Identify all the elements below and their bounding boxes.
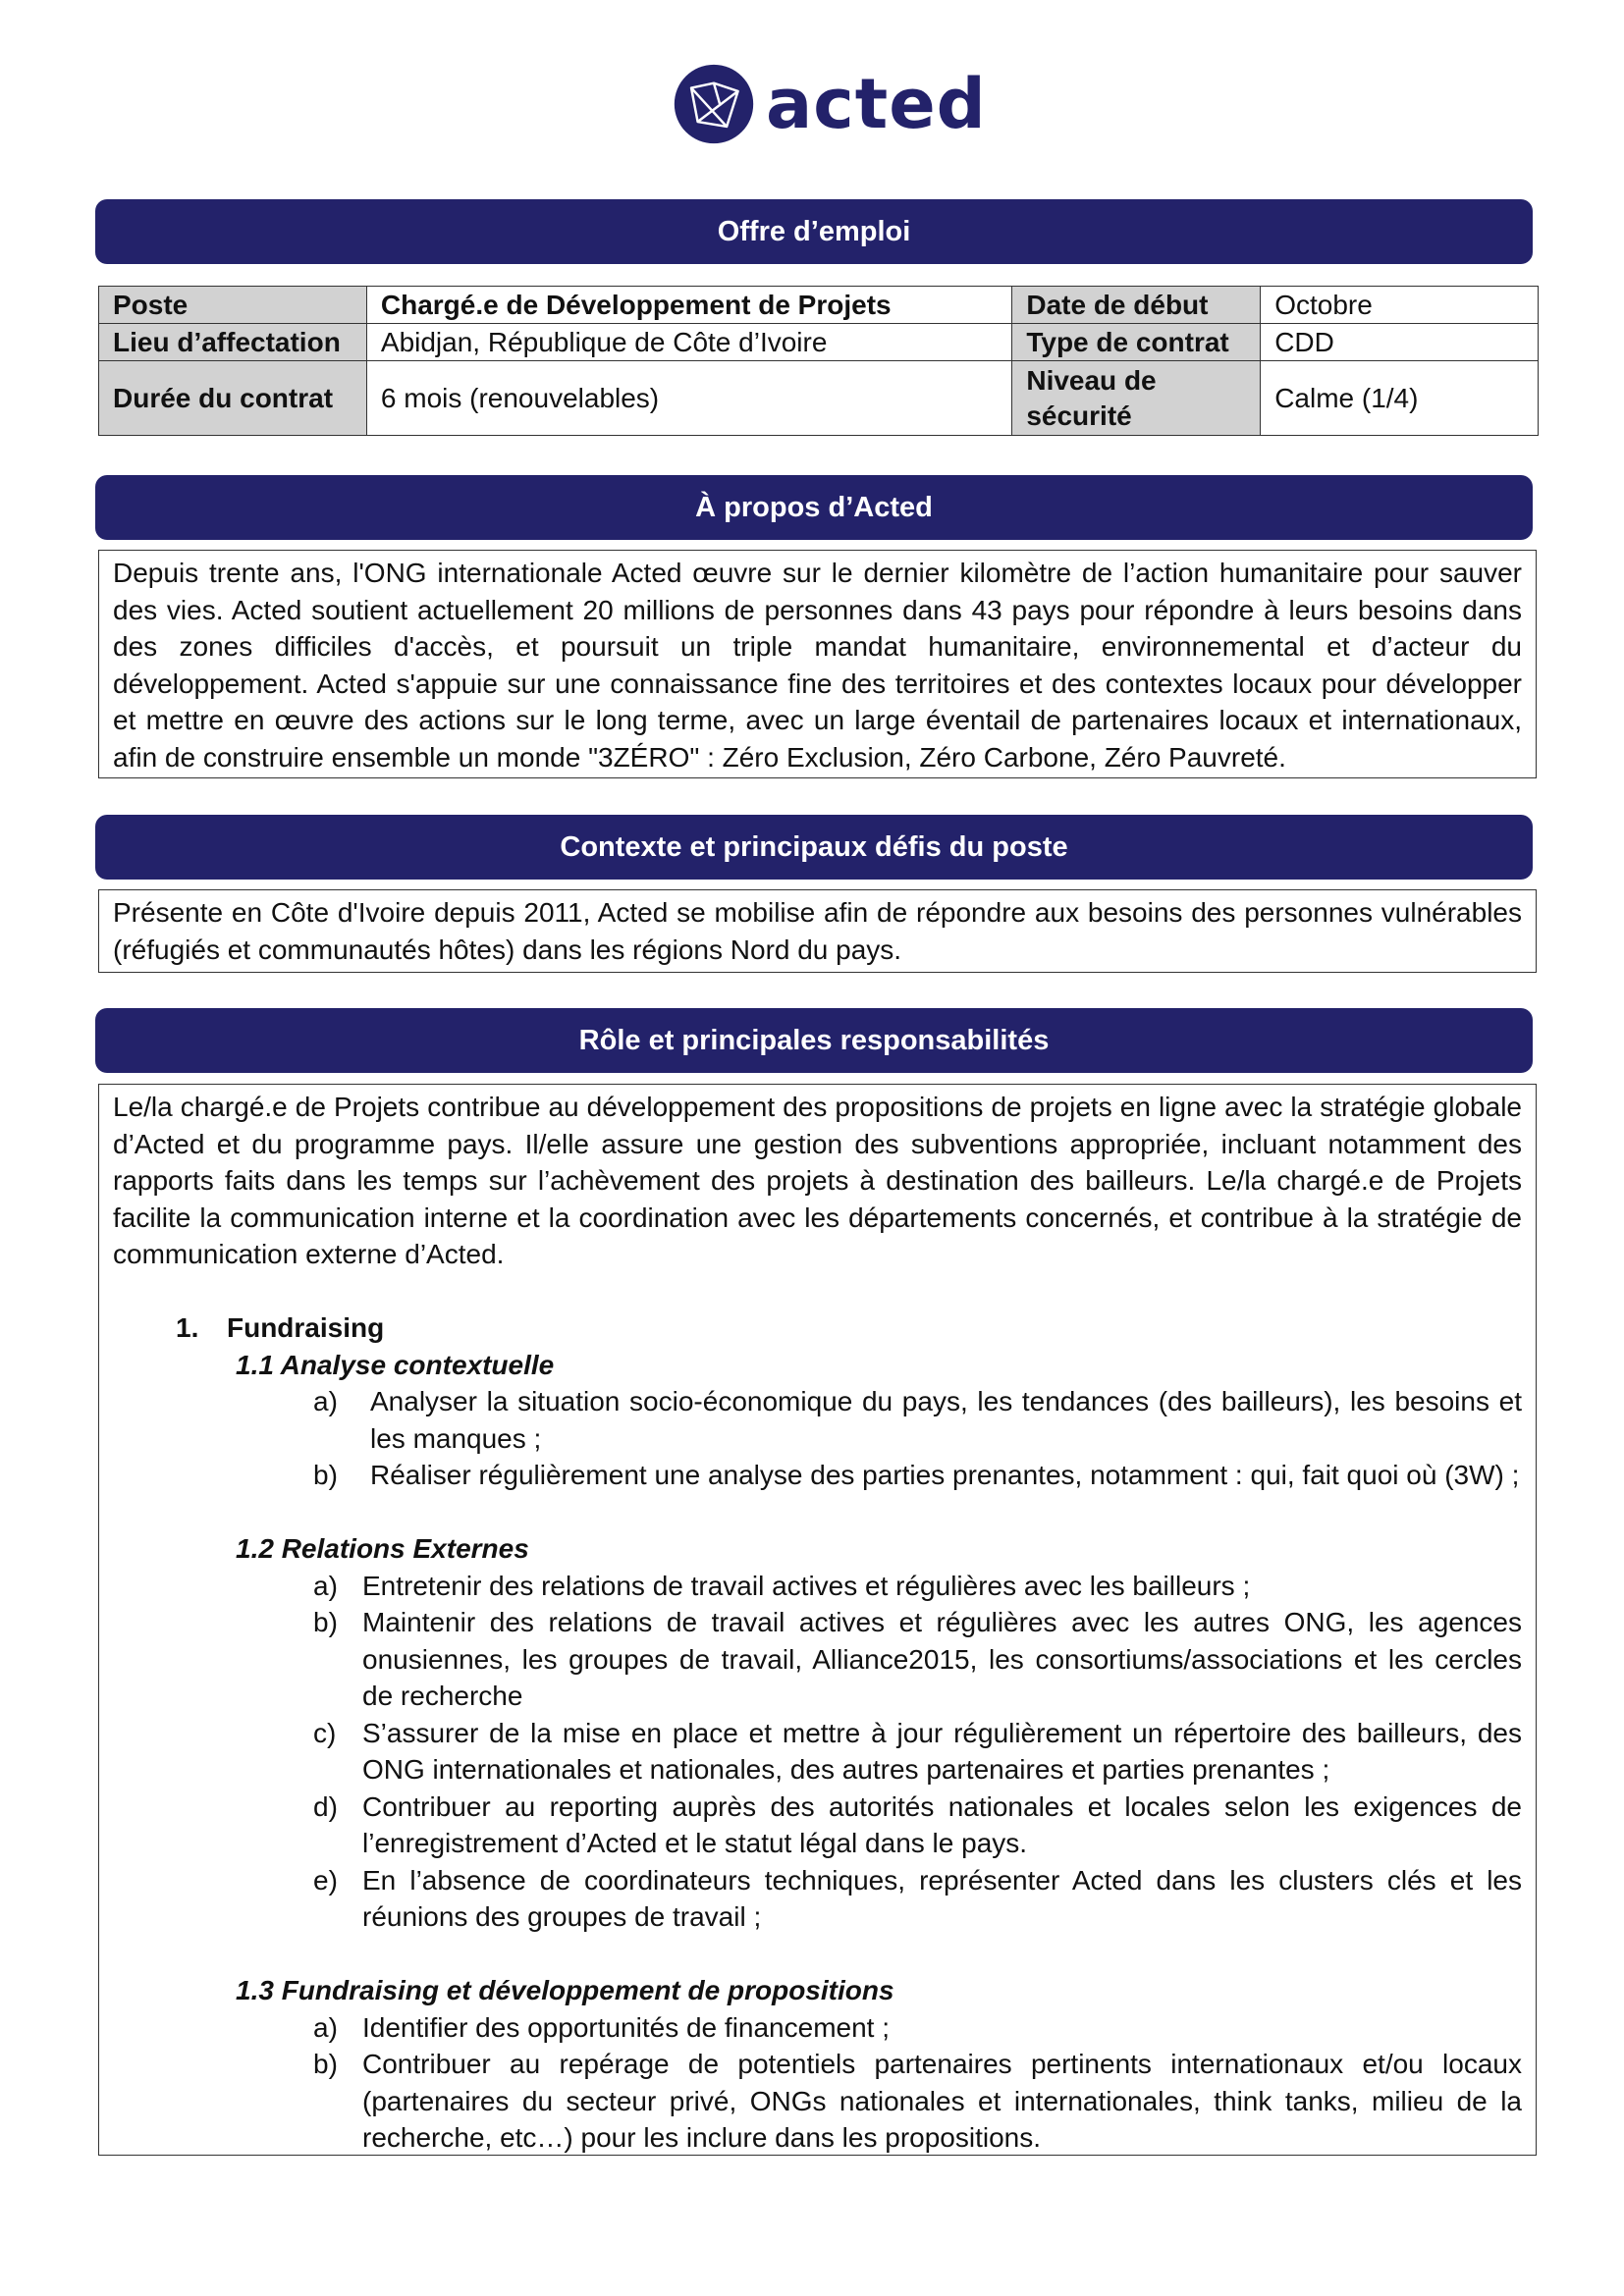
lieu-value: Abidjan, République de Côte d’Ivoire (366, 324, 1011, 361)
subheading-analyse: 1.1 Analyse contextuelle (236, 1349, 555, 1380)
table-row (99, 324, 1539, 361)
list-marker: d) (313, 1790, 338, 1822)
securite-label: Niveau de sécurité (1012, 361, 1261, 436)
role-box (98, 1084, 1537, 2156)
acted-logo-icon (674, 64, 754, 144)
context-text: Présente en Côte d'Ivoire depuis 2011, Acted se mobilise afin de répondre aux besoins des personnes vulnérables (réfugiés et communautés hôtes) dans les régions Nord du pays. (113, 897, 1522, 965)
securite-value: Calme (1/4) (1261, 361, 1539, 436)
about-text: Depuis trente ans, l'ONG internationale Acted œuvre sur le dernier kilomètre de l’action humanitaire pour sauver des vies. Acted soutient actuellement 20 millions de personnes dans 43 pays pour répondre à leurs besoins dans des zones difficiles d'accès, et poursuit un triple mandat humanitaire, environnemental et d’acteur du développement. Acted s'appuie sur une connaissance fine des territoires et des contextes locaux pour développer et mettre en œuvre des actions sur le long terme, avec un large éventail de partenaires locaux et internationaux, afin de construire ensemble un monde "3ZÉRO" : Zéro Exclusion, Zéro Carbone, Zéro Pauvreté. (113, 558, 1522, 773)
list-text: Contribuer au reporting auprès des autorités nationales et locales selon les exigences de l’enregistrement d’Acted et le statut légal dans le pays. (362, 1790, 1522, 1858)
logo-wordmark: acted (766, 64, 987, 144)
list-item (113, 1457, 1522, 1494)
list-text: S’assurer de la mise en place et mettre à jour régulièrement un répertoire des bailleurs, des ONG internationales et nationales, des autres partenaires et parties prenantes ; (362, 1717, 1522, 1785)
list-item (113, 1383, 1522, 1457)
date-label: Date de début (1012, 287, 1261, 324)
list-marker: a) (313, 1570, 338, 1601)
list-text: Réaliser régulièrement une analyse des parties prenantes, notamment : qui, fait quoi où (3W) ; (370, 1460, 1520, 1490)
subheading-relations: 1.2 Relations Externes (236, 1533, 529, 1564)
list-text: Identifier des opportunités de financement ; (362, 2011, 891, 2043)
poste-value: Chargé.e de Développement de Projets (366, 287, 1011, 324)
acted-logo (674, 61, 987, 147)
heading-number: 1. (176, 1312, 199, 1343)
context-box (98, 889, 1537, 973)
list-item (113, 1604, 1522, 1715)
list-text: Contribuer au repérage de potentiels partenaires pertinents internationaux et/ou locaux (partenaires du secteur privé, ONGs nationales et internationales, think tanks, milieu de la recherche, etc…) pour les inclure dans les propositions. (362, 2049, 1522, 2153)
section-header-role: Rôle et principales responsabilités (95, 1008, 1533, 1073)
list-text: Maintenir des relations de travail actives et régulières avec les autres ONG, les agences onusiennes, les groupes de travail, Alliance2015, les consortiums/associations et les cercles de recherche (362, 1607, 1522, 1711)
poste-label: Poste (99, 287, 367, 324)
list-marker: b) (313, 1460, 338, 1490)
list-item (113, 1568, 1522, 1605)
list-item (113, 2009, 1522, 2047)
job-info-table (98, 286, 1539, 436)
list-marker: a) (313, 2011, 338, 2043)
section-header-context: Contexte et principaux défis du poste (95, 815, 1533, 880)
list-item (113, 1789, 1522, 1862)
duree-value: 6 mois (renouvelables) (366, 361, 1011, 436)
list-item (113, 2046, 1522, 2157)
table-row (99, 287, 1539, 324)
list-marker: b) (313, 2049, 338, 2079)
table-row (99, 361, 1539, 436)
list-marker: e) (313, 1864, 338, 1896)
list-text: En l’absence de coordinateurs techniques, représenter Acted dans les clusters clés et les réunions des groupes de travail ; (362, 1864, 1522, 1932)
list-marker: b) (313, 1607, 338, 1637)
list-marker: c) (313, 1717, 337, 1748)
heading-fundraising (113, 1309, 1522, 1347)
list-item (113, 1862, 1522, 1936)
duree-label: Durée du contrat (99, 361, 367, 436)
role-intro: Le/la chargé.e de Projets contribue au développement des propositions de projets en ligne avec la stratégie globale d’Acted et du programme pays. Il/elle assure une gestion des subventions appropriée, incluant notamment des rapports faits dans les temps sur l’achèvement des projets à destination des bailleurs. Le/la chargé.e de Projets facilite la communication interne et la coordination avec les départements concernés, et contribue à la stratégie de communication externe d’Acted. (113, 1092, 1522, 1269)
lieu-label: Lieu d’affectation (99, 324, 367, 361)
list-marker: a) (313, 1386, 338, 1416)
type-value: CDD (1261, 324, 1539, 361)
list-item (113, 1715, 1522, 1789)
list-text: Entretenir des relations de travail actives et régulières avec les bailleurs ; (362, 1570, 1251, 1601)
list-text: Analyser la situation socio-économique du pays, les tendances (des bailleurs), les besoins et les manques ; (370, 1386, 1522, 1454)
section-header-about: À propos d’Acted (95, 475, 1533, 540)
date-value: Octobre (1261, 287, 1539, 324)
section-header-offer: Offre d’emploi (95, 199, 1533, 264)
subheading-fundraising-propositions: 1.3 Fundraising et développement de propositions (236, 1975, 894, 2005)
heading-text: Fundraising (227, 1312, 385, 1343)
about-box (98, 550, 1537, 778)
type-label: Type de contrat (1012, 324, 1261, 361)
